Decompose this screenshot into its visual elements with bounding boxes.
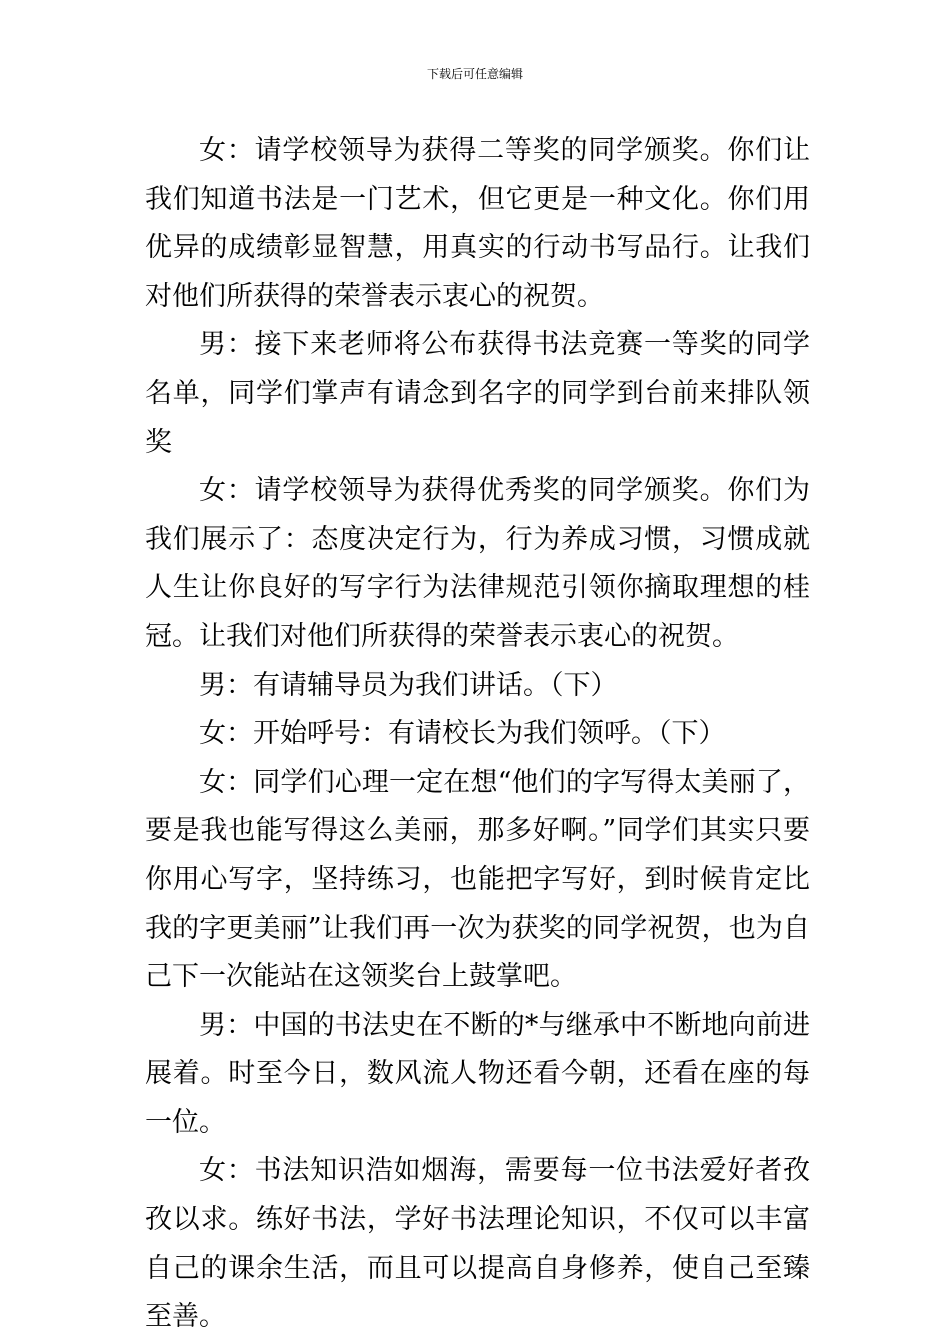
paragraph: 女：请学校领导为获得优秀奖的同学颁奖。你们为我们展示了：态度决定行为，行为养成习惯，习惯成就人生让你良好的写字行为法律规范引领你摘取理想的桂冠。让我们对他们所获得的荣誉表示衷心的祝贺。 — [145, 475, 810, 652]
document-body — [145, 127, 810, 1342]
paragraph: 男：接下来老师将公布获得书法竞赛一等奖的同学名单，同学们掌声有请念到名字的同学到台前来排队领奖 — [145, 329, 810, 458]
paragraph: 女：请学校领导为获得二等奖的同学颁奖。你们让我们知道书法是一门艺术，但它更是一种文化。你们用优异的成绩彰显智慧，用真实的行动书写品行。让我们对他们所获得的荣誉表示衷心的祝贺。 — [145, 135, 810, 312]
paragraph: 女：同学们心理一定在想“他们的字写得太美丽了，要是我也能写得这么美丽，那多好啊。”同学们其实只要你用心写字，坚持练习，也能把字写好，到时候肯定比我的字更美丽”让我们再一次为获奖的同学祝贺，也为自己下一次能站在这领奖台上鼓掌吧。 — [145, 766, 810, 993]
paragraph: 女：书法知识浩如烟海，需要每一位书法爱好者孜孜以求。练好书法，学好书法理论知识，不仅可以丰富自己的课余生活，而且可以提高自身修养，使自己至臻至善。 — [145, 1155, 810, 1333]
paragraph: 男：有请辅导员为我们讲话。（下） — [199, 669, 618, 701]
paragraph: 男：中国的书法史在不断的*与继承中不断地向前进展着。时至今日，数风流人物还看今朝，还看在座的每一位。 — [145, 1009, 810, 1138]
page-header: 下载后可任意编辑 — [426, 67, 523, 81]
paragraph: 女：开始呼号：有请校长为我们领呼。（下） — [199, 718, 726, 750]
